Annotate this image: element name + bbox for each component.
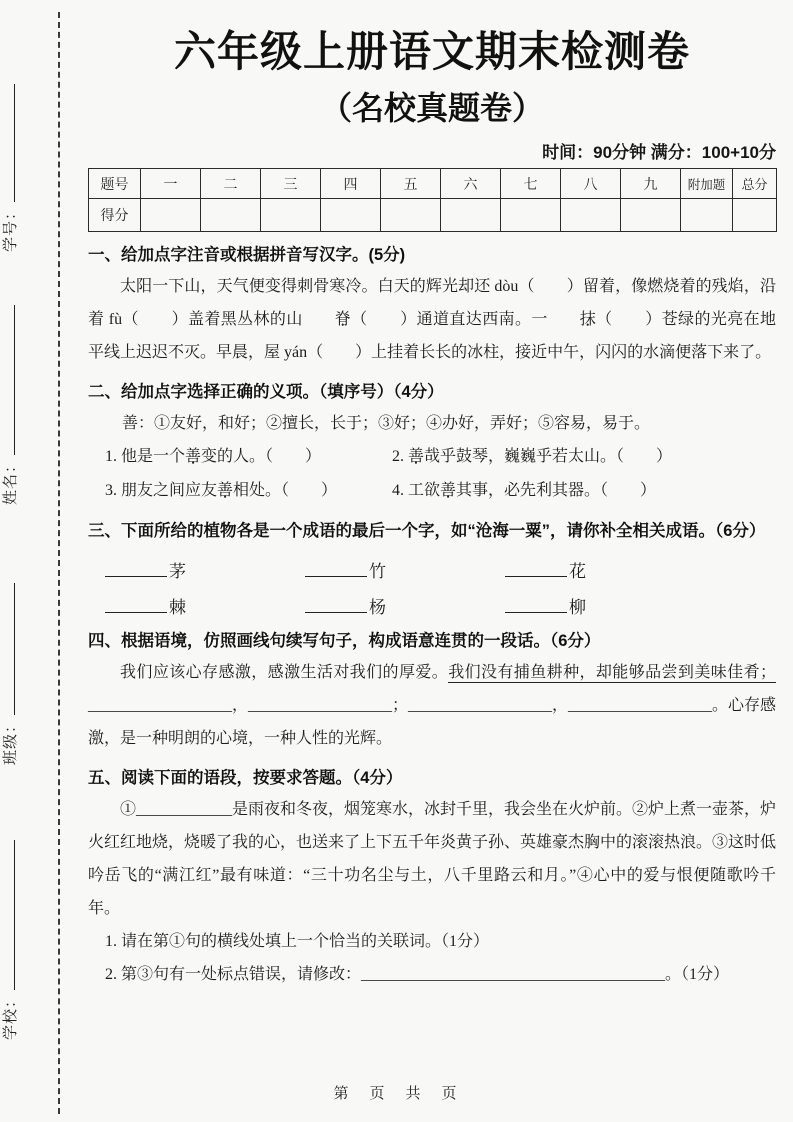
idiom-last-char: 柳 xyxy=(569,598,586,617)
class-blank-line xyxy=(0,583,15,715)
section-1-passage: 太阳一下山，天气便变得刺骨寒冷。白天的辉光却还 dòu（ ）留着，像燃烧着的残焰，沿着 fù（ ）盖着黑丛林的山 脊 •（ ）通道直达西南。一 抹 •（ ）苍绿的光亮在地平线上迟迟不灭。早晨，屋 yán（ ）上挂着长长的冰柱，接近中午，闪闪的水滴便落下来了。 xyxy=(88,270,776,369)
student-id-label: 学号： xyxy=(3,203,19,252)
score-col-header: 总分 xyxy=(733,169,777,199)
seal-field-class xyxy=(0,583,22,765)
student-id-blank-line xyxy=(0,84,15,202)
page-title: 六年级上册语文期末检测卷 xyxy=(173,28,690,75)
idiom-blank-liu xyxy=(505,593,705,618)
score-cell-empty xyxy=(321,199,381,232)
section-4-heading: 四、根据语境，仿照画线句续写句子，构成语意连贯的一段话。（6分） xyxy=(88,632,601,650)
score-col-header: 八 xyxy=(561,169,621,199)
score-col-header: 五 xyxy=(381,169,441,199)
name-blank-line xyxy=(0,305,15,455)
time-score-info: 时间：90分钟 满分：100+10分 xyxy=(542,143,776,162)
section-2-definitions: 善：①友好，和好；②擅长，长于；③好；④办好，弄好；⑤容易，易于。 xyxy=(122,415,651,432)
idiom-blank-mao xyxy=(105,557,305,582)
score-cell-empty xyxy=(441,199,501,232)
section-5-heading: 五、阅读下面的语段，按要求答题。（4分） xyxy=(88,769,403,787)
idiom-blank-ji xyxy=(105,593,305,618)
seal-field-school xyxy=(0,840,22,1040)
section-2-item-4: 4. 工欲善 •其事，必先利其器。（ ） xyxy=(392,474,776,508)
idiom-last-char: 杨 xyxy=(369,598,386,617)
section-3-row-1 xyxy=(88,546,776,582)
idiom-blank-zhu xyxy=(305,557,505,582)
section-3-row-2 xyxy=(88,582,776,618)
score-col-header: 七 xyxy=(501,169,561,199)
score-cell-empty xyxy=(201,199,261,232)
section-2-item-1: 1. 他是一个善 •变的人。（ ） xyxy=(105,440,392,474)
score-col-header: 一 xyxy=(141,169,201,199)
score-cell-empty xyxy=(141,199,201,232)
answer-blank-line xyxy=(105,598,167,613)
score-cell-empty xyxy=(501,199,561,232)
seal-field-name xyxy=(0,305,22,505)
section-5-passage: ①____________是雨夜和冬夜，烟笼寒水，冰封千里，我会坐在火炉前。②炉上煮一壶茶，炉火红红地烧，烧暖了我的心，也送来了上下五千年炎黄子孙、英雄豪杰胸中的滚滚热浪。③这时低吟岳飞的“满江红”最有味道：“三十功名尘与土，八千里路云和月。”④心中的爱与恨便随歌吟千年。 xyxy=(88,801,777,917)
page-footer: 第 页 共 页 xyxy=(333,1086,460,1102)
school-blank-line xyxy=(0,840,15,990)
score-col-header: 九 xyxy=(621,169,681,199)
answer-blank-line xyxy=(305,562,367,577)
idiom-last-char: 茅 xyxy=(169,562,186,581)
seal-dashed-line xyxy=(58,12,60,1114)
section-4-passage: 我们应该心存感激，感激生活对我们的厚爱。我们没有捕鱼耕种，却能够品尝到美味佳肴；__________________，__________________；__________________，__________________。心存感激，是一种明朗的心境，一种人性的光辉。 xyxy=(88,664,777,747)
score-col-header: 六 xyxy=(441,169,501,199)
score-table-header-row xyxy=(89,169,777,199)
score-col-header: 题号 xyxy=(89,169,141,199)
section-2-heading: 二、给加点字选择正确的义项。（填序号）（4分） xyxy=(88,383,444,401)
idiom-blank-yang xyxy=(305,593,505,618)
seal-field-student-id xyxy=(0,84,22,252)
section-2-item-2: 2. 善 •哉乎鼓琴，巍巍乎若太山。（ ） xyxy=(392,440,776,474)
score-table-score-row xyxy=(89,199,777,232)
score-cell-empty xyxy=(681,199,733,232)
idiom-last-char: 棘 xyxy=(169,598,186,617)
answer-blank-line xyxy=(505,562,567,577)
section-2-item-3: 3. 朋友之间应友善 •相处。（ ） xyxy=(105,474,392,508)
answer-blank-line xyxy=(105,562,167,577)
section-3-heading: 三、下面所给的植物各是一个成语的最后一个字，如“沧海一粟”，请你补全相关成语。（6分） xyxy=(88,522,766,540)
score-cell-empty xyxy=(733,199,777,232)
section-5-question-1: 1. 请在第①句的横线处填上一个恰当的关联词。（1分） xyxy=(105,933,490,950)
score-cell-empty xyxy=(561,199,621,232)
section-2-items-row-1 xyxy=(88,440,776,474)
score-col-header: 四 xyxy=(321,169,381,199)
section-5-question-2: 2. 第③句有一处标点错误，请修改：______________________________________。（1分） xyxy=(105,966,730,983)
score-cell-empty xyxy=(261,199,321,232)
score-col-header: 附加题 xyxy=(681,169,733,199)
score-col-header: 二 xyxy=(201,169,261,199)
name-label: 姓名： xyxy=(3,456,19,505)
score-col-header: 三 xyxy=(261,169,321,199)
school-label: 学校： xyxy=(3,991,19,1040)
score-row-label: 得分 xyxy=(89,199,141,232)
score-table xyxy=(88,168,777,232)
score-cell-empty xyxy=(381,199,441,232)
class-label: 班级： xyxy=(3,716,19,765)
answer-blank-line xyxy=(305,598,367,613)
exam-content xyxy=(88,0,776,991)
answer-blank-line xyxy=(505,598,567,613)
section-1-heading: 一、给加点字注音或根据拼音写汉字。(5分) xyxy=(88,246,406,264)
idiom-blank-hua xyxy=(505,557,705,582)
idiom-last-char: 花 xyxy=(569,562,586,581)
page-subtitle: （名校真题卷） xyxy=(319,90,544,126)
score-cell-empty xyxy=(621,199,681,232)
idiom-last-char: 竹 xyxy=(369,562,386,581)
